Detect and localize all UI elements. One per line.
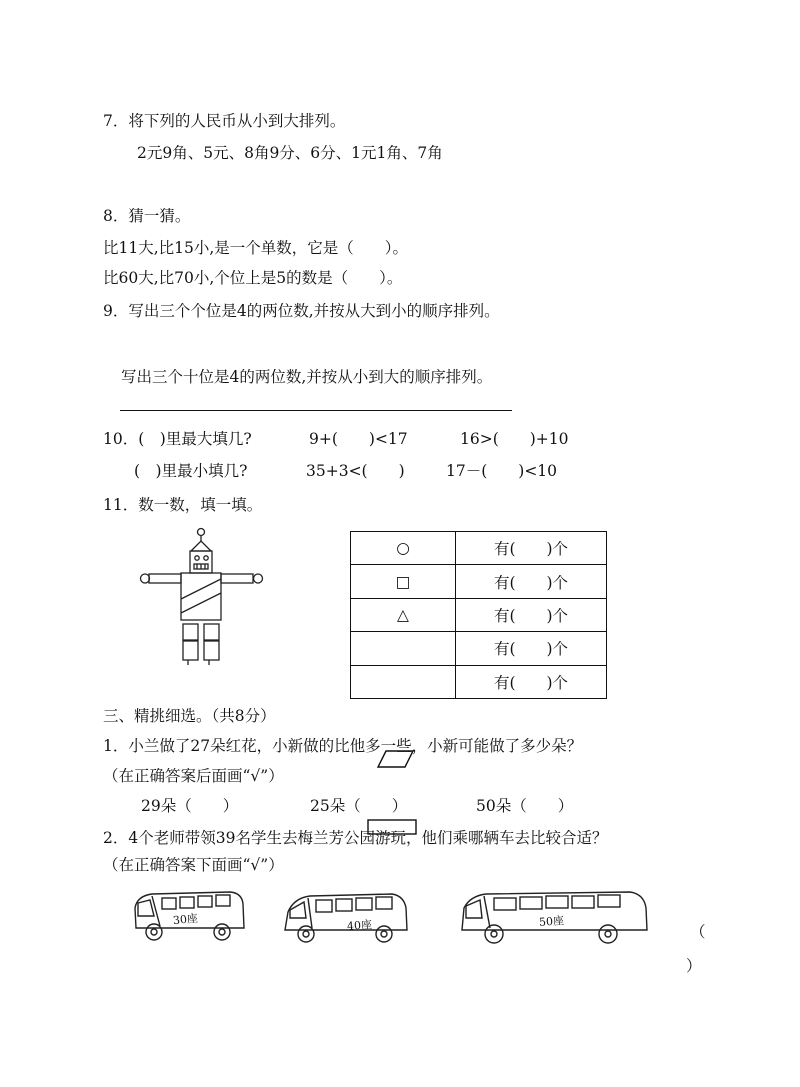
s3-q2-text: 2．4个老师带领39名学生去梅兰芳公园游玩，他们乘哪辆车去比较合适？ — [103, 829, 608, 847]
table-row — [351, 665, 607, 698]
answer-cell[interactable]: 有( )个 — [456, 565, 607, 598]
s3-q1-option-50[interactable]: 50朵（ ） — [476, 797, 574, 815]
table-row — [351, 632, 607, 665]
answer-cell[interactable]: 有( )个 — [456, 632, 607, 665]
s3-q1-option-25[interactable]: 25朵（ ） — [310, 797, 408, 815]
q10-label-max: 10．( )里最大填几? — [103, 430, 252, 448]
count-table — [350, 531, 607, 699]
answer-paren-close: ） — [686, 957, 702, 975]
answer-cell[interactable]: 有( )个 — [456, 665, 607, 698]
answer-paren-open[interactable]: （ — [690, 923, 706, 941]
s3-q1-option-29[interactable]: 29朵（ ） — [141, 797, 239, 815]
q10-expr1b: 16>( )+10 — [460, 430, 569, 448]
q10-expr2a: 35+3<( ) — [306, 462, 405, 480]
bus-30-label: 30座 — [172, 911, 199, 928]
s3-q2-hint: （在正确答案下面画“√”） — [103, 856, 284, 874]
shape-cell: ○ — [351, 532, 456, 565]
s3-q1-hint: （在正确答案后面画“√”） — [103, 767, 284, 785]
shape-cell: □ — [351, 565, 456, 598]
bus-40-label: 40座 — [346, 918, 373, 933]
q10-expr1a: 9+( )<17 — [309, 430, 408, 448]
q9-title: 9．写出三个个位是4的两位数,并按从大到小的顺序排列。 — [103, 302, 500, 320]
shape-cell — [351, 632, 456, 665]
robot-figure — [135, 527, 275, 669]
section3-title: 三、精挑细选。（共8分） — [103, 707, 276, 725]
table-row — [351, 532, 607, 565]
q7-title: 7．将下列的人民币从小到大排列。 — [103, 112, 346, 130]
q8-title: 8．猜一猜。 — [103, 207, 191, 225]
rectangle-icon — [366, 818, 420, 836]
answer-line — [120, 410, 512, 411]
q10-expr2b: 17－( )<10 — [446, 462, 558, 480]
table-row — [351, 565, 607, 598]
shape-cell — [351, 665, 456, 698]
shape-cell: △ — [351, 598, 456, 631]
s3-q1-text: 1．小兰做了27朵红花，小新做的比他多一些，小新可能做了多少朵？ — [103, 737, 583, 755]
q7-items: 2元9角、5元、8角9分、6分、1元1角、7角 — [137, 144, 443, 162]
q8-line2: 比60大,比70小,个位上是5的数是（ ）。 — [103, 269, 403, 287]
parallelogram-icon — [376, 748, 416, 770]
q9-sub: 写出三个十位是4的两位数,并按从小到大的顺序排列。 — [121, 368, 493, 386]
table-row — [351, 598, 607, 631]
q11-title: 11．数一数，填一填。 — [103, 496, 263, 514]
bus-50-label: 50座 — [538, 914, 565, 929]
answer-cell[interactable]: 有( )个 — [456, 598, 607, 631]
q10-label-min: ( )里最小填几? — [134, 462, 248, 480]
q8-line1: 比11大,比15小,是一个单数，它是（ ）。 — [103, 239, 409, 257]
answer-cell[interactable]: 有( )个 — [456, 532, 607, 565]
